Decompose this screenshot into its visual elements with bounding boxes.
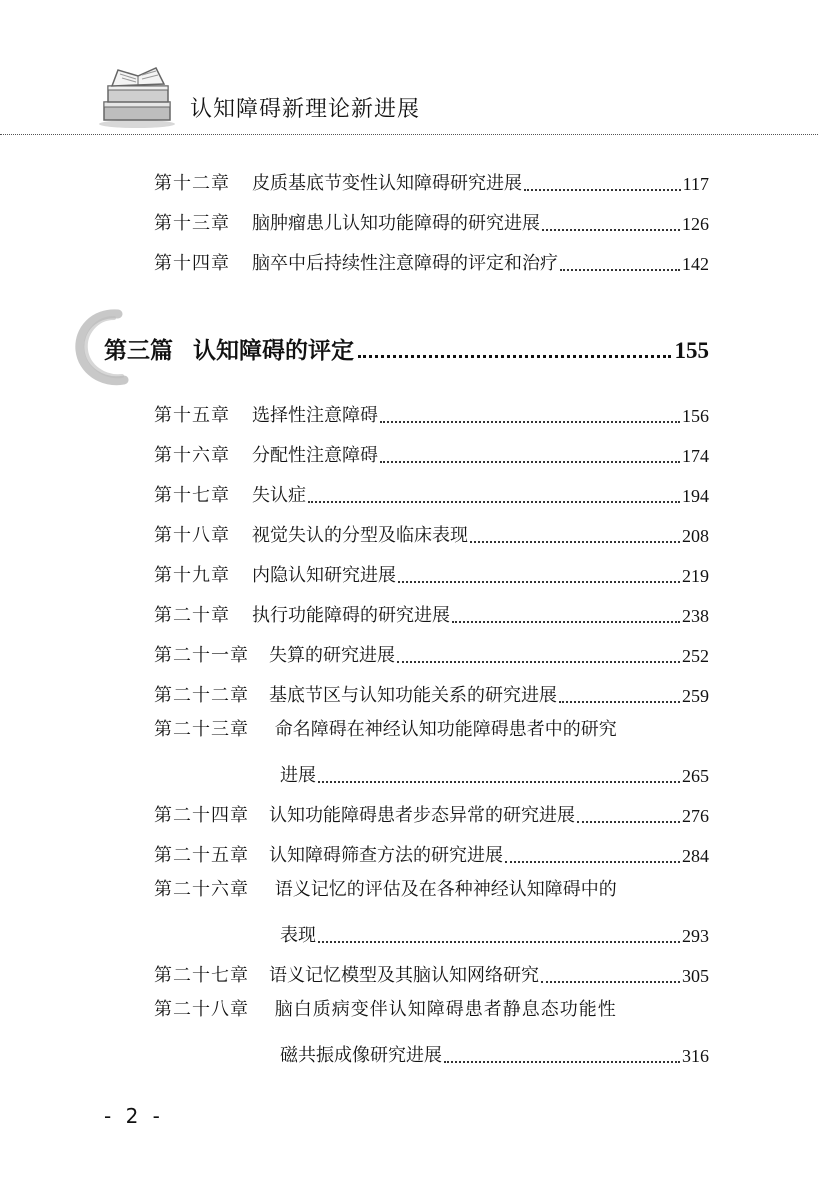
book-stack-icon [96,62,178,128]
page-number: 259 [682,686,709,706]
leader-dots [542,221,680,231]
leader-dots [470,533,680,543]
page-number: 265 [682,766,709,786]
leader-dots [541,973,680,983]
toc-entry[interactable] [154,798,709,828]
toc-entry-continuation[interactable] [280,918,709,948]
toc-entry[interactable] [154,678,709,708]
chapter-title-continued: 表现 [280,925,316,946]
toc-entry[interactable] [154,398,709,428]
toc-entry[interactable] [154,838,709,868]
chapter-title: 视觉失认的分型及临床表现 [252,525,468,546]
page-number: 174 [682,446,709,466]
chapter-number: 第十六章 [154,445,230,466]
running-header [0,0,818,140]
toc-entry[interactable] [154,206,709,236]
header-divider [0,134,818,135]
chapter-title: 命名障碍在神经认知功能障碍患者中的研究 [274,719,617,740]
chapter-title: 内隐认知研究进展 [252,565,396,586]
chapter-number: 第十八章 [154,525,230,546]
toc-entry[interactable] [154,718,617,748]
chapter-title: 选择性注意障碍 [252,405,378,426]
leader-dots [397,653,680,663]
leader-dots [524,181,681,191]
chapter-number: 第二十一章 [154,645,249,666]
chapter-number: 第二十章 [154,605,230,626]
chapter-number: 第二十三章 [154,719,249,740]
chapter-title: 语义记忆模型及其脑认知网络研究 [269,965,539,986]
toc-entry[interactable] [154,638,709,668]
chapter-number: 第十九章 [154,565,230,586]
chapter-title: 分配性注意障碍 [252,445,378,466]
leader-dots [398,573,680,583]
leader-dots [308,493,680,503]
leader-dots [577,813,680,823]
part-page: 155 [674,338,709,363]
chapter-title: 皮质基底节变性认知障碍研究进展 [252,173,522,194]
page-number: 142 [682,254,709,274]
chapter-title: 基底节区与认知功能关系的研究进展 [269,685,557,706]
chapter-title: 脑白质病变伴认知障碍患者静息态功能性 [274,999,617,1020]
toc-entry[interactable] [154,958,709,988]
part-title: 认知障碍的评定 [193,337,354,364]
page-number: 293 [682,926,709,946]
page-number: 238 [682,606,709,626]
page-number: 284 [682,846,709,866]
leader-dots [444,1053,680,1063]
chapter-number: 第十二章 [154,173,230,194]
page-number: 208 [682,526,709,546]
leader-dots [318,933,680,943]
chapter-number: 第十五章 [154,405,230,426]
chapter-title-continued: 磁共振成像研究进展 [280,1045,442,1066]
toc-entry-continuation[interactable] [280,758,709,788]
chapter-number: 第二十五章 [154,845,249,866]
leader-dots [505,853,680,863]
page-number: 316 [682,1046,709,1066]
chapter-number: 第二十六章 [154,879,249,900]
chapter-title: 脑肿瘤患儿认知功能障碍的研究进展 [252,213,540,234]
chapter-title: 失认症 [252,485,306,506]
page-number: 252 [682,646,709,666]
chapter-title-continued: 进展 [280,765,316,786]
toc-entry[interactable] [154,438,709,468]
chapter-number: 第二十七章 [154,965,249,986]
leader-dots [318,773,680,783]
toc-entry[interactable] [154,598,709,628]
page-number: 219 [682,566,709,586]
leader-dots [559,693,680,703]
page-number: 276 [682,806,709,826]
part-label: 第三篇 [104,337,173,364]
chapter-number: 第二十四章 [154,805,249,826]
toc-entry[interactable] [154,478,709,508]
chapter-title: 认知障碍筛查方法的研究进展 [269,845,503,866]
toc-entry[interactable] [154,558,709,588]
page-number: 117 [682,174,709,194]
leader-dots [358,347,671,358]
toc-entry[interactable] [154,998,617,1028]
chapter-title: 执行功能障碍的研究进展 [252,605,450,626]
chapter-title: 语义记忆的评估及在各种神经认知障碍中的 [274,879,617,900]
chapter-number: 第二十二章 [154,685,249,706]
chapter-number: 第十七章 [154,485,230,506]
page-number: 126 [682,214,709,234]
chapter-number: 第十三章 [154,213,230,234]
chapter-number: 第十四章 [154,253,230,274]
toc-entry-continuation[interactable] [280,1038,709,1068]
toc-entry[interactable] [154,166,709,196]
page-footer-number: - 2 - [104,1104,164,1128]
page-number: 305 [682,966,709,986]
leader-dots [560,261,680,271]
leader-dots [452,613,680,623]
toc-entry[interactable] [154,246,709,276]
page-number: 194 [682,486,709,506]
book-title: 认知障碍新理论新进展 [190,97,421,122]
toc-entry[interactable] [154,878,617,908]
leader-dots [380,453,680,463]
chapter-title: 失算的研究进展 [269,645,395,666]
part-heading[interactable] [104,328,709,366]
chapter-title: 认知功能障碍患者步态异常的研究进展 [269,805,575,826]
leader-dots [380,413,680,423]
toc-entry[interactable] [154,518,709,548]
page-number: 156 [682,406,709,426]
chapter-title: 脑卒中后持续性注意障碍的评定和治疗 [252,253,558,274]
chapter-number: 第二十八章 [154,999,249,1020]
